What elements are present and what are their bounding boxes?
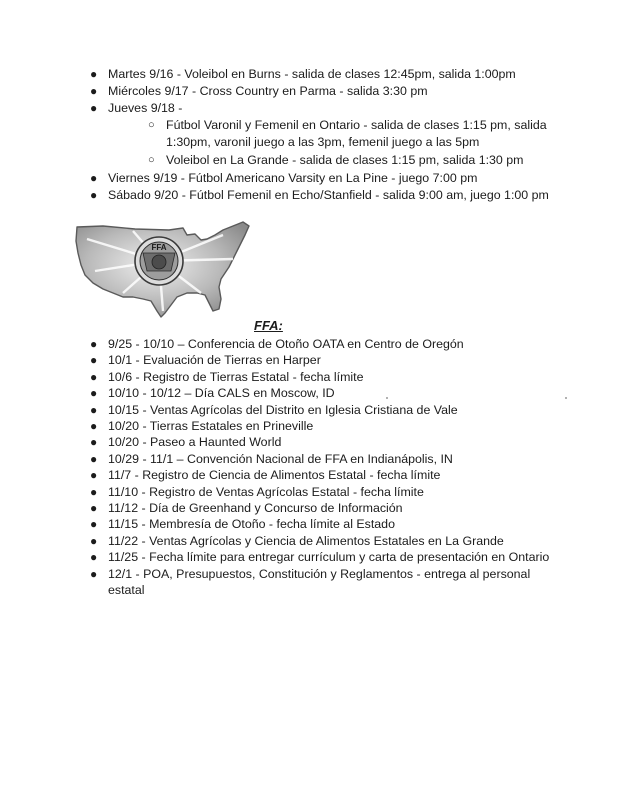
list-item-text: Jueves 9/18 -: [108, 100, 183, 115]
sub-list-item-text: Fútbol Varonil y Femenil en Ontario - salida de clases 1:15 pm, salida 1:30pm, varonil juego a las 3pm, femenil juego a las 5pm: [166, 118, 547, 150]
bullet-icon: ●: [90, 171, 98, 186]
list-item-text: 10/20 - Tierras Estatales en Prineville: [108, 419, 314, 434]
list-item: [90, 187, 590, 204]
list-item-text: 10/29 - 11/1 – Convención Nacional de FFA en Indianápolis, IN: [108, 451, 453, 466]
bullet-icon: ●: [90, 402, 98, 417]
bullet-icon: ●: [90, 100, 98, 115]
bullet-icon: ●: [90, 468, 98, 483]
list-item: [90, 418, 560, 434]
bullet-icon: ●: [90, 533, 98, 548]
list-item: [90, 100, 590, 170]
list-item-text: 10/20 - Paseo a Haunted World: [108, 435, 282, 450]
bullet-icon: ●: [90, 484, 98, 499]
bullet-icon: ●: [90, 83, 98, 98]
list-item: [90, 500, 560, 516]
list-item: [90, 467, 560, 483]
sub-list-item: [148, 117, 590, 151]
bullet-icon: ●: [90, 67, 98, 81]
bullet-icon: ●: [90, 550, 98, 565]
list-item-text: 9/25 - 10/10 – Conferencia de Otoño OATA en Centro de Oregón: [108, 337, 464, 351]
list-item-text: 10/10 - 10/12 – Día CALS en Moscow, ID: [108, 386, 335, 401]
list-item: [90, 451, 560, 467]
list-item: [90, 352, 560, 368]
list-item: [90, 170, 590, 187]
list-item: [90, 369, 560, 385]
emblem-text: FFA: [151, 243, 167, 252]
list-item-text: 11/25 - Fecha límite para entregar currículum y carta de presentación en Ontario: [108, 550, 550, 565]
scan-speck: [386, 397, 388, 399]
list-item-text: 11/7 - Registro de Ciencia de Alimentos Estatal - fecha límite: [108, 468, 441, 483]
list-item: [90, 83, 590, 100]
bullet-icon: ●: [90, 566, 98, 581]
hollow-bullet-icon: ○: [148, 119, 155, 132]
list-item-text: Sábado 9/20 - Fútbol Femenil en Echo/Stanfield - salida 9:00 am, juego 1:00 pm: [108, 188, 549, 203]
scan-speck: [565, 397, 567, 399]
list-item-text: 12/1 - POA, Presupuestos, Constitución y Reglamentos - entrega al personal estatal: [108, 566, 531, 598]
list-item-text: Viernes 9/19 - Fútbol Americano Varsity en La Pine - juego 7:00 pm: [108, 171, 478, 186]
sub-list-item: [148, 152, 590, 169]
list-item: [90, 516, 560, 532]
sub-list-item-text: Voleibol en La Grande - salida de clases 1:15 pm, salida 1:30 pm: [166, 153, 524, 168]
section-title: FFA:: [254, 318, 283, 333]
list-item: [90, 566, 560, 599]
ffa-event-list: [90, 336, 560, 599]
sub-list: [148, 117, 590, 169]
hollow-bullet-icon: ○: [148, 154, 155, 167]
list-item-text: Miércoles 9/17 - Cross Country en Parma - salida 3:30 pm: [108, 83, 428, 98]
list-item: [90, 402, 560, 418]
list-item-text: 11/22 - Ventas Agrícolas y Ciencia de Alimentos Estatales en La Grande: [108, 533, 504, 548]
bullet-icon: ●: [90, 451, 98, 466]
bullet-icon: ●: [90, 501, 98, 516]
list-item-text: 10/6 - Registro de Tierras Estatal - fecha límite: [108, 369, 364, 384]
list-item-text: 11/15 - Membresía de Otoño - fecha límite al Estado: [108, 517, 395, 532]
bullet-icon: ●: [90, 517, 98, 532]
list-item: [90, 533, 560, 549]
list-item: [90, 549, 560, 565]
list-item-text: Martes 9/16 - Voleibol en Burns - salida de clases 12:45pm, salida 1:00pm: [108, 67, 516, 81]
bullet-icon: ●: [90, 419, 98, 434]
list-item: [90, 385, 560, 401]
list-item-text: 11/12 - Día de Greenhand y Concurso de Información: [108, 501, 403, 516]
bullet-icon: ●: [90, 369, 98, 384]
bullet-icon: ●: [90, 188, 98, 203]
list-item-text: 11/10 - Registro de Ventas Agrícolas Estatal - fecha límite: [108, 484, 424, 499]
list-item: [90, 336, 560, 352]
list-item: [90, 66, 590, 83]
list-item-text: 10/15 - Ventas Agrícolas del Distrito en Iglesia Cristiana de Vale: [108, 402, 458, 417]
bullet-icon: ●: [90, 435, 98, 450]
bullet-icon: ●: [90, 386, 98, 401]
sports-schedule-list: [90, 66, 590, 204]
ffa-emblem-us-map-icon: [73, 213, 251, 319]
list-item-text: 10/1 - Evaluación de Tierras en Harper: [108, 353, 321, 368]
bullet-icon: ●: [90, 337, 98, 351]
list-item: [90, 484, 560, 500]
list-item: [90, 434, 560, 450]
bullet-icon: ●: [90, 353, 98, 368]
